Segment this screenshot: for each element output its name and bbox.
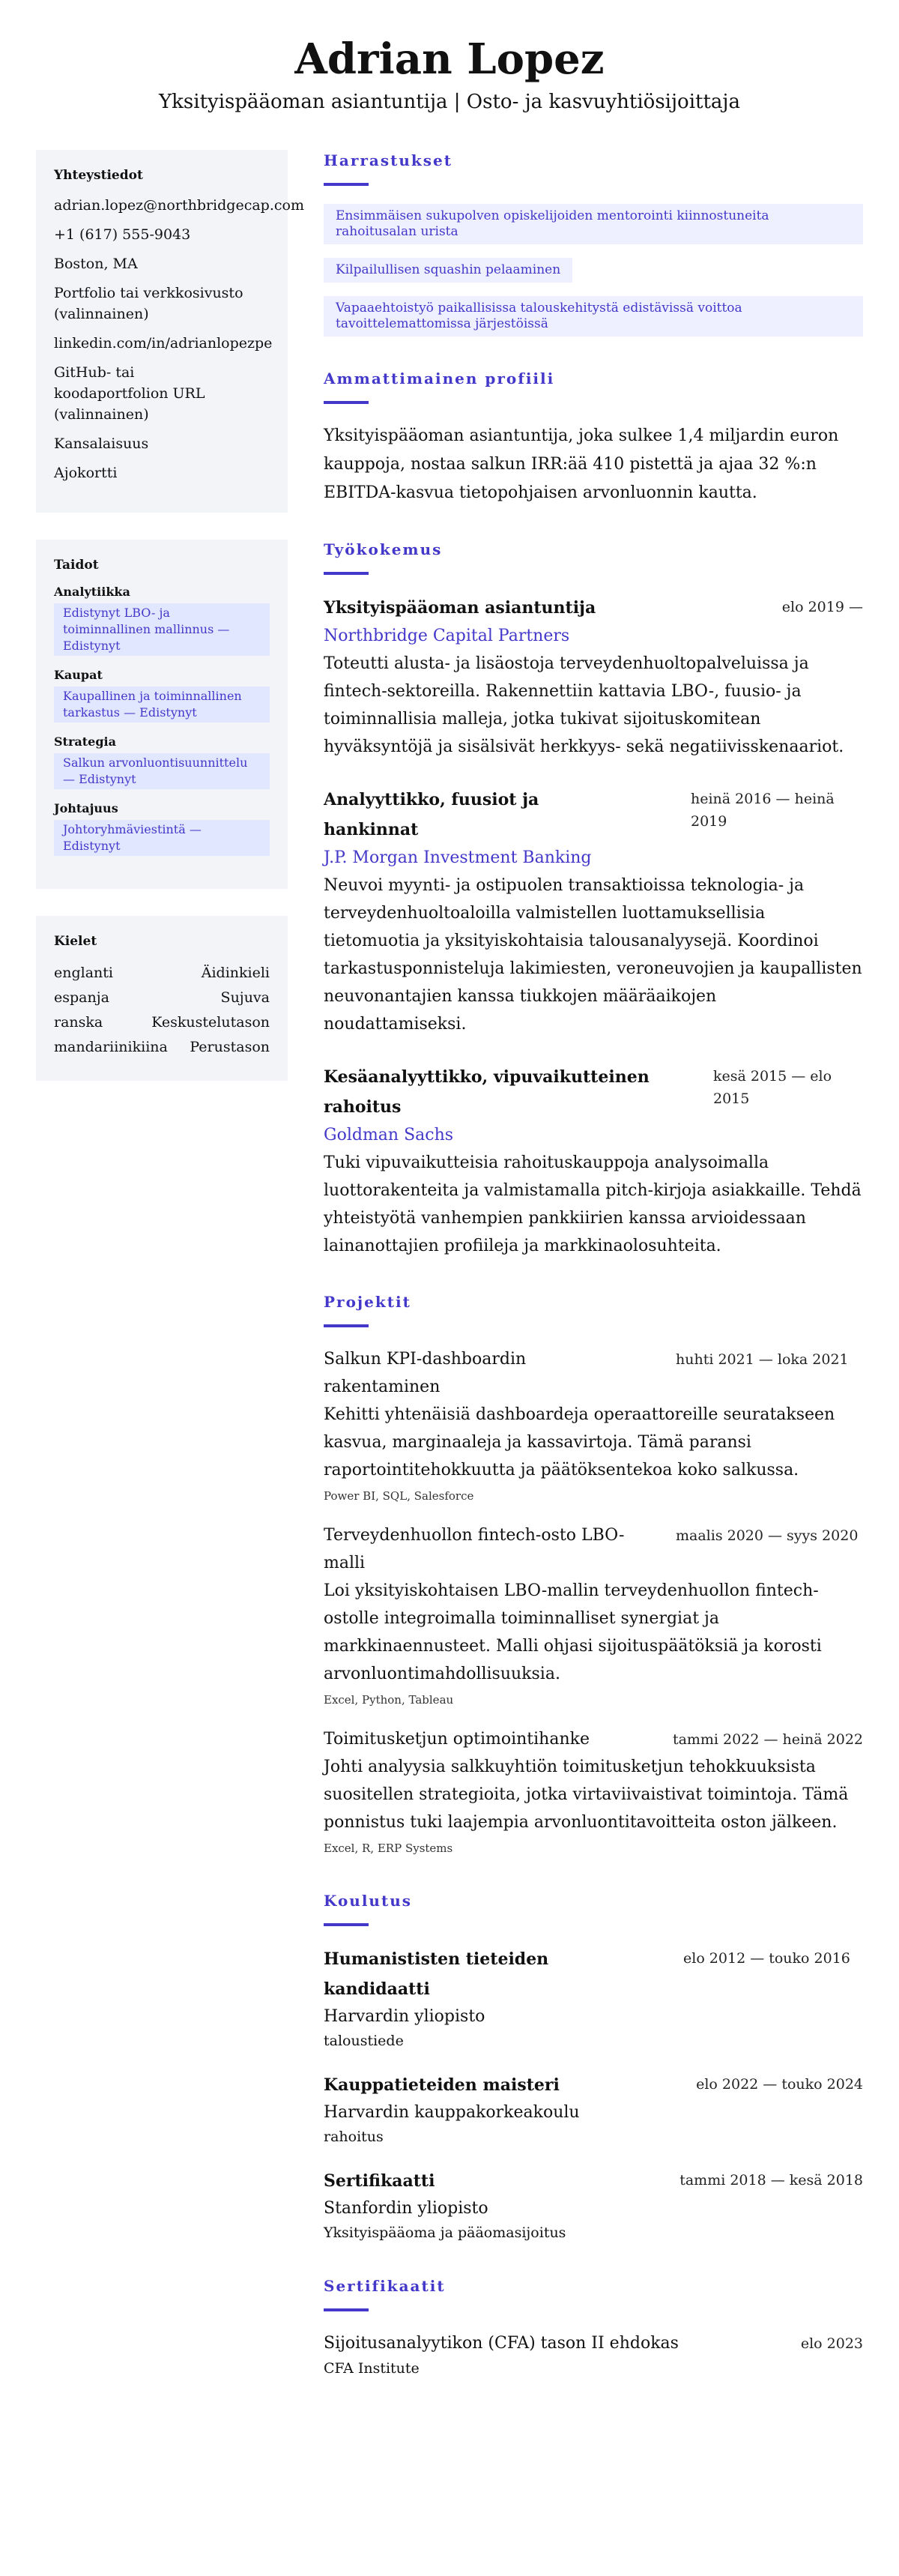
language-name: ranska <box>54 1014 103 1031</box>
job-date: heinä 2016 — heinä 2019 <box>691 791 835 830</box>
language-name: englanti <box>54 965 113 981</box>
job-date: elo 2019 — <box>781 599 863 615</box>
contact-phone: +1 (617) 555-9043 <box>54 226 191 243</box>
job-company: Northbridge Capital Partners <box>324 627 570 645</box>
job-title: Yksityispääoman asiantuntija <box>324 598 596 618</box>
project-tools: Excel, Python, Tableau <box>324 1693 454 1707</box>
heading-underline <box>324 1324 369 1327</box>
contact-portfolio: Portfolio tai verkkosivusto (valinnainen) <box>54 285 243 322</box>
contact-heading: Yhteystiedot <box>54 168 143 183</box>
certifications-section <box>324 2277 863 2380</box>
contact-license: Ajokortti <box>54 465 118 481</box>
experience-item <box>324 1062 863 1260</box>
job-description: Tuki vipuvaikutteisia rahoituskauppoja analysoimalla luottorakenteita ja valmistamalla pitch-kirjoja asiakkaille. Tehdä yhteistyötä vanhempien pankkiirien kanssa arvioidessaan lainanottajien profiileja ja markkinaolosuhteita. <box>324 1153 862 1255</box>
education-date: elo 2022 — touko 2024 <box>696 2076 863 2093</box>
project-date: huhti 2021 — loka 2021 <box>676 1351 849 1368</box>
section-heading: Sertifikaatit <box>324 2277 446 2295</box>
heading-underline <box>324 1923 369 1926</box>
candidate-name: Adrian Lopez <box>294 34 605 84</box>
certification-issuer: CFA Institute <box>324 2360 420 2377</box>
languages-card <box>36 916 288 1081</box>
contact-card <box>36 150 304 513</box>
main-content <box>324 150 863 2413</box>
contact-citizenship: Kansalaisuus <box>54 435 149 452</box>
education-date: elo 2012 — touko 2016 <box>683 1950 850 1967</box>
experience-section <box>324 540 863 1260</box>
degree: Humanististen tieteiden kandidaatti <box>324 1949 549 1999</box>
school: Harvardin yliopisto <box>324 2007 485 2026</box>
project-title: Terveydenhuollon fintech-osto LBO-malli <box>324 1526 625 1572</box>
contact-github: GitHub- tai koodaportfolion URL (valinnainen) <box>54 364 205 423</box>
heading-underline <box>324 572 369 575</box>
job-company: J.P. Morgan Investment Banking <box>324 848 592 867</box>
education-section <box>324 1892 863 2244</box>
skill-category: Johtajuus <box>54 801 118 815</box>
hobby-tag: Ensimmäisen sukupolven opiskelijoiden mentorointi kiinnostuneita rahoitusalan urista <box>324 204 863 244</box>
field-of-study: taloustiede <box>324 2033 404 2049</box>
skills-card <box>36 540 288 889</box>
language-row <box>54 1035 270 1060</box>
profile-text: Yksityispääoman asiantuntija, joka sulkee 1,4 miljardin euron kauppoja, nostaa salkun IRR:ää 410 pistettä ja ajaa 32 %:n EBITDA-kasvua tietopohjaisen arvonluonnin kautta. <box>324 426 839 502</box>
section-heading: Projektit <box>324 1293 411 1311</box>
skill-item: Johtoryhmäviestintä — Edistynyt <box>54 820 270 856</box>
resume-header <box>0 0 899 150</box>
education-item <box>324 2070 863 2148</box>
project-date: tammi 2022 — heinä 2022 <box>672 1731 863 1748</box>
education-date: tammi 2018 — kesä 2018 <box>679 2172 863 2189</box>
project-tools: Excel, R, ERP Systems <box>324 1841 453 1855</box>
certification-item <box>324 2329 863 2380</box>
degree: Sertifikaatti <box>324 2171 435 2191</box>
contact-location: Boston, MA <box>54 256 138 272</box>
language-row <box>54 986 270 1010</box>
certification-date: elo 2023 <box>800 2335 863 2352</box>
experience-item <box>324 593 863 761</box>
field-of-study: Yksityispääoma ja pääomasijoitus <box>324 2224 566 2241</box>
section-heading: Työkokemus <box>324 540 443 558</box>
language-name: mandariinikiina <box>54 1039 168 1055</box>
hobbies-section <box>324 151 863 337</box>
heading-underline <box>324 183 369 186</box>
job-title: Kesäanalyyttikko, vipuvaikutteinen rahoitus <box>324 1067 650 1117</box>
job-title: Analyyttikko, fuusiot ja hankinnat <box>324 790 539 839</box>
school: Harvardin kauppakorkeakoulu <box>324 2103 580 2122</box>
language-level: Perustason <box>190 1039 270 1055</box>
degree: Kauppatieteiden maisteri <box>324 2075 560 2095</box>
hobby-tag: Vapaaehtoistyö paikallisissa talouskehitystä edistävissä voittoa tavoittelemattomissa järjestöissä <box>324 296 863 337</box>
section-heading: Ammattimainen profiili <box>324 369 555 387</box>
project-description: Kehitti yhtenäisiä dashboardeja operaattoreille seuratakseen kasvua, marginaaleja ja kassavirtoja. Tämä paransi raportointitehokkuutta ja päätöksentekoa koko salkussa. <box>324 1405 835 1479</box>
education-item <box>324 1944 863 2052</box>
skill-item: Edistynyt LBO- ja toiminnallinen mallinnus — Edistynyt <box>54 603 270 656</box>
section-heading: Koulutus <box>324 1892 413 1910</box>
language-level: Keskustelutason <box>151 1014 270 1031</box>
project-item <box>324 1521 863 1710</box>
language-row <box>54 961 270 986</box>
skill-item: Kaupallinen ja toiminnallinen tarkastus — Edistynyt <box>54 687 270 723</box>
education-item <box>324 2166 863 2244</box>
project-title: Salkun KPI-dashboardin rakentaminen <box>324 1350 527 1396</box>
job-date: kesä 2015 — elo 2015 <box>713 1068 832 1107</box>
language-row <box>54 1010 270 1035</box>
field-of-study: rahoitus <box>324 2129 384 2145</box>
project-tools: Power BI, SQL, Salesforce <box>324 1489 474 1503</box>
job-description: Toteutti alusta- ja lisäostoja terveydenhuoltopalveluissa ja fintech-sektoreilla. Rakennettiin kattavia LBO-, fuusio- ja toiminnallisia malleja, jotka tukivat sijoituskomitean hyväksyntöjä ja sisälsivät herkkyys- sekä negatiivisskenaariot. <box>324 654 844 756</box>
contact-email: adrian.lopez@northbridgecap.com <box>54 197 304 214</box>
project-description: Loi yksityiskohtaisen LBO-mallin terveydenhuollon fintech-ostolle integroimalla toiminnalliset synergiat ja markkinaennusteet. Malli ohjasi sijoituspäätöksiä ja korosti arvonluontimahdollisuuksia. <box>324 1581 822 1683</box>
school: Stanfordin yliopisto <box>324 2199 488 2218</box>
job-company: Goldman Sachs <box>324 1126 454 1144</box>
job-description: Neuvoi myynti- ja ostipuolen transaktioissa teknologia- ja terveydenhuoltoaloilla valmistellen luottamuksellisia tietomuotia ja yksityiskohtaisia talousanalyysejä. Koordinoi tarkastusponnisteluja lakimiesten, veroneuvojien ja kaupallisten neuvonantajien kanssa tiukkojen määräaikojen noudattamiseksi. <box>324 876 862 1034</box>
hobby-tag: Kilpailullisen squashin pelaaminen <box>324 258 572 283</box>
sidebar <box>36 150 304 1108</box>
projects-section <box>324 1293 863 1859</box>
skill-category: Kaupat <box>54 668 103 682</box>
skill-category: Analytiikka <box>54 585 130 599</box>
candidate-subtitle: Yksityispääoman asiantuntija | Osto- ja kasvuyhtiösijoittaja <box>159 91 740 113</box>
language-name: espanja <box>54 989 109 1006</box>
project-item <box>324 1725 863 1859</box>
project-title: Toimitusketjun optimointihanke <box>324 1730 590 1749</box>
languages-heading: Kielet <box>54 934 97 949</box>
contact-linkedin: linkedin.com/in/adrianlopezpe <box>54 335 273 352</box>
certification-name: Sijoitusanalyytikon (CFA) tason II ehdokas <box>324 2334 679 2353</box>
skill-category: Strategia <box>54 735 116 749</box>
language-level: Äidinkieli <box>201 965 270 981</box>
heading-underline <box>324 2308 369 2311</box>
profile-section <box>324 369 863 507</box>
project-description: Johti analyysia salkkuyhtiön toimitusketjun tehokkuuksista suositellen strategioita, jotka virtaviivaistivat toimintoja. Tämä ponnistus tuki laajempia arvonluontitavoitteita oston jälkeen. <box>324 1758 849 1832</box>
skill-item: Salkun arvonluontisuunnittelu — Edistynyt <box>54 753 270 789</box>
project-date: maalis 2020 — syys 2020 <box>676 1527 859 1544</box>
language-level: Sujuva <box>220 989 270 1006</box>
section-heading: Harrastukset <box>324 151 453 169</box>
skills-heading: Taidot <box>54 558 99 573</box>
experience-item <box>324 785 863 1038</box>
heading-underline <box>324 401 369 404</box>
project-item <box>324 1345 863 1506</box>
